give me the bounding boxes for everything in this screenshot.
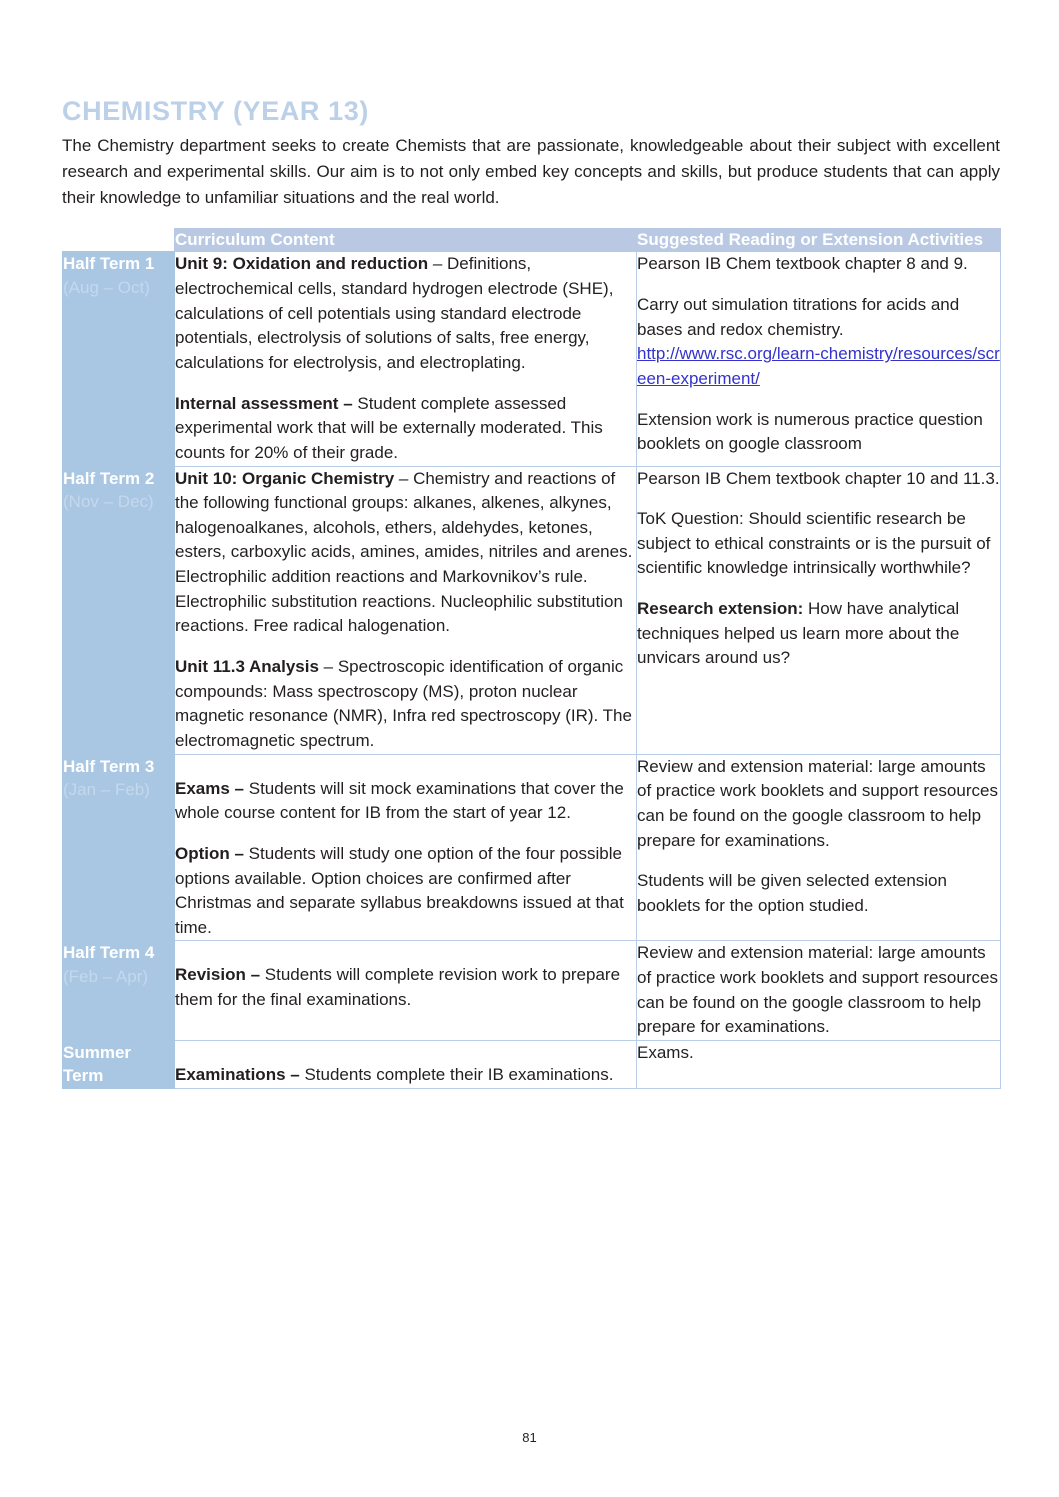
table-body [63, 229, 1001, 1089]
term-months: (Jan – Feb) [63, 779, 150, 799]
table-row [63, 466, 1001, 754]
reading-paragraph [637, 869, 1000, 918]
term-label-cell [63, 1041, 175, 1089]
reading-paragraph [637, 293, 1000, 392]
suggested-reading-cell [637, 941, 1001, 1041]
term-label-cell [63, 754, 175, 941]
curriculum-paragraph-lead: Unit 9: Oxidation and reduction [175, 254, 429, 274]
reading-paragraph-text: Review and extension material: large amounts of practice work booklets and support resources can be found on the google classroom to help prepare for examinations. [637, 756, 998, 850]
resource-link[interactable]: http://www.rsc.org/learn-chemistry/resources/screen-experiment/ [637, 344, 1000, 388]
curriculum-paragraph [175, 392, 636, 466]
curriculum-paragraph-lead: Unit 10: Organic Chemistry [175, 468, 395, 488]
curriculum-content-cell [175, 941, 637, 1041]
curriculum-paragraph-text: – Definitions, electrochemical cells, standard hydrogen electrode (SHE), calculations of cell potentials using standard electrode potentials, electrolysis of solutions of salts, free energy, calculations for electrolysis, and electroplating. [175, 254, 614, 372]
table-header-row [63, 229, 1001, 252]
reading-paragraph [637, 507, 1000, 581]
suggested-reading-cell [637, 466, 1001, 754]
curriculum-paragraph-text: Student complete assessed experimental work that will be externally moderated. This counts for 20% of their grade. [175, 393, 603, 462]
curriculum-content-cell [175, 1041, 637, 1089]
term-months: (Aug – Oct) [63, 277, 150, 297]
term-name: Half Term 1 [63, 254, 155, 274]
curriculum-paragraph [175, 842, 636, 941]
curriculum-paragraph-text: – Chemistry and reactions of the following functional groups: alkanes, alkenes, alkynes, halogenoalkanes, alcohols, ethers, aldehydes, ketones, esters, carboxylic acids, amines, amides, nitriles and arenes. Electrophilic addition reactions and Markovnikov’s rule. Electrophilic substitution reactions. Nucleophilic substitution reactions. Free radical halogenation. [175, 468, 633, 636]
curriculum-paragraph-lead: Unit 11.3 Analysis [175, 657, 319, 677]
curriculum-paragraph-lead: Internal assessment – [175, 393, 358, 413]
reading-paragraph-text: Review and extension material: large amounts of practice work booklets and support resources can be found on the google classroom to help prepare for examinations. [637, 943, 998, 1037]
header-cell-suggested-reading: Suggested Reading or Extension Activities [637, 229, 1001, 252]
reading-paragraph [637, 755, 1000, 854]
reading-paragraph [637, 252, 1000, 277]
curriculum-content-cell [175, 754, 637, 941]
reading-paragraph-text: Pearson IB Chem textbook chapter 8 and 9. [637, 254, 968, 274]
term-label-cell [63, 941, 175, 1041]
header-cell-term-column [63, 229, 175, 252]
curriculum-paragraph-text: Students will study one option of the four possible options available. Option choices are confirmed after Christmas and separate syllabus breakdowns issued at that time. [175, 843, 624, 937]
suggested-reading-cell [637, 252, 1001, 466]
reading-paragraph-lead: Research extension: [637, 599, 804, 619]
term-name: Half Term 4 [63, 943, 155, 963]
term-label-cell [63, 252, 175, 466]
curriculum-paragraph [175, 1063, 636, 1088]
curriculum-paragraph-lead: Exams – [175, 778, 249, 798]
reading-paragraph-text: Extension work is numerous practice question booklets on google classroom [637, 409, 983, 454]
suggested-reading-cell [637, 1041, 1001, 1089]
curriculum-paragraph-text: – Spectroscopic identification of organic compounds: Mass spectroscopy (MS), proton nuclear magnetic resonance (NMR), Infra red spectroscopy (IR). The electromagnetic spectrum. [175, 657, 632, 750]
reading-paragraph [637, 467, 1000, 492]
page-title: CHEMISTRY (YEAR 13) [62, 96, 369, 126]
term-name: Summer Term [63, 1043, 132, 1086]
reading-paragraph [637, 597, 1000, 671]
curriculum-paragraph-text: Students will sit mock examinations that cover the whole course content for IB from the start of year 12. [175, 778, 624, 823]
curriculum-table [62, 228, 1001, 1089]
reading-paragraph-text: How have analytical techniques helped us learn more about the unvicars around us? [637, 599, 960, 668]
curriculum-paragraph [175, 252, 636, 375]
term-name: Half Term 3 [63, 756, 155, 776]
table-row [63, 252, 1001, 466]
curriculum-paragraph-text: Students complete their IB examinations. [304, 1065, 614, 1085]
document-header [62, 96, 1000, 211]
term-months: (Feb – Apr) [63, 966, 149, 986]
curriculum-paragraph-lead: Examinations – [175, 1065, 305, 1085]
curriculum-content-cell [175, 466, 637, 754]
reading-paragraph-text: Carry out simulation titrations for acids and bases and redox chemistry. [637, 295, 960, 339]
curriculum-paragraph [175, 963, 636, 1012]
reading-paragraph [637, 1041, 1000, 1066]
department-intro-paragraph: The Chemistry department seeks to create Chemists that are passionate, knowledgeable about their subject with excellent research and experimental skills. Our aim is to not only embed key concepts and skills, but produce students that can apply their knowledge to unfamiliar situations and the real world. [62, 136, 1000, 207]
term-label-cell [63, 466, 175, 754]
table-row [63, 754, 1001, 941]
table-row [63, 941, 1001, 1041]
reading-paragraph-text: ToK Question: Should scientific research be subject to ethical constraints or is the pursuit of scientific knowledge intrinsically worthwhile? [637, 509, 991, 578]
page-number: 81 [522, 1430, 537, 1445]
curriculum-paragraph [175, 777, 636, 826]
table-row [63, 1041, 1001, 1089]
curriculum-paragraph-lead: Option – [175, 843, 249, 863]
curriculum-paragraph [175, 655, 636, 754]
reading-paragraph-text: Students will be given selected extension booklets for the option studied. [637, 871, 947, 915]
curriculum-paragraph-lead: Revision – [175, 965, 265, 985]
reading-paragraph [637, 408, 1000, 457]
reading-paragraph-text: Pearson IB Chem textbook chapter 10 and 11.3. [637, 468, 1000, 488]
curriculum-paragraph [175, 467, 636, 639]
suggested-reading-cell [637, 754, 1001, 941]
term-months: (Nov – Dec) [63, 491, 154, 511]
curriculum-paragraph-text: Students will complete revision work to prepare them for the final examinations. [175, 965, 621, 1010]
curriculum-content-cell [175, 252, 637, 466]
reading-paragraph-text: Exams. [637, 1043, 694, 1063]
header-cell-curriculum-content: Curriculum Content [175, 229, 637, 252]
reading-paragraph [637, 941, 1000, 1040]
term-name: Half Term 2 [63, 468, 155, 488]
